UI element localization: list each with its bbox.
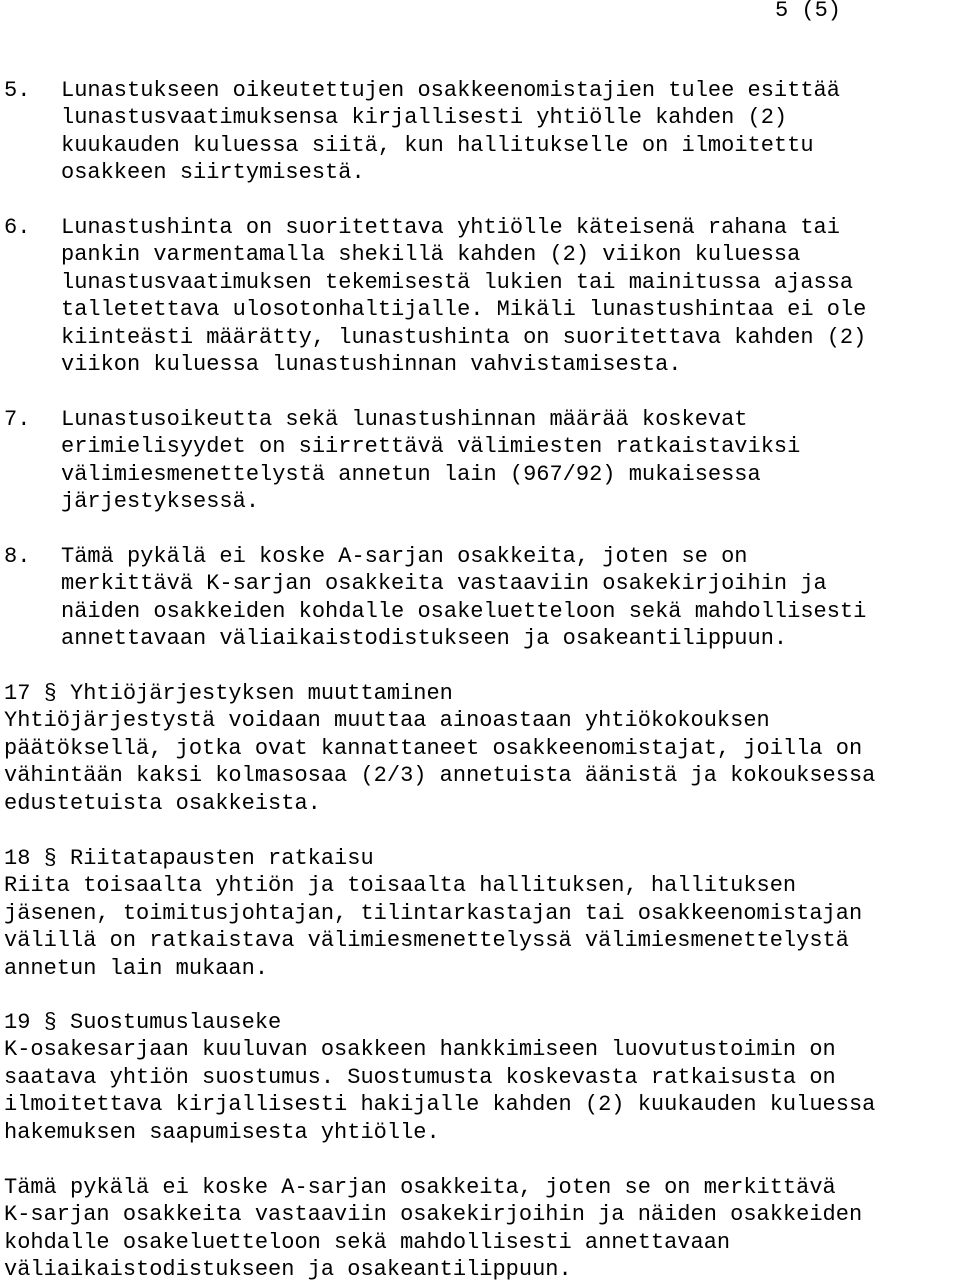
item-line: lunastusvaatimuksensa kirjallisesti yhtiölle kahden (2) (61, 105, 788, 131)
item-line: Lunastushinta on suoritettava yhtiölle käteisenä rahana tai (61, 215, 840, 240)
item-line: annettavaan väliaikaistodistukseen ja osakeantilippuun. (61, 626, 788, 652)
section-line: annetun lain mukaan. (4, 955, 269, 981)
item-line: kiinteästi määrätty, lunastushinta on suoritettava kahden (2) (61, 324, 867, 350)
section-line: vähintään kaksi kolmasosaa (2/3) annetuista äänistä ja kokouksessa (4, 763, 876, 789)
item-number: 6. (4, 215, 31, 240)
paragraph-line: väliaikaistodistukseen ja osakeantilippuun. (4, 1257, 572, 1283)
section-line: Yhtiöjärjestystä voidaan muuttaa ainoastaan yhtiökokouksen (4, 708, 770, 734)
section-19 (4, 1009, 960, 1146)
item-number: 5. (4, 78, 31, 103)
section-18 (4, 845, 960, 982)
item-line: osakkeen siirtymisestä. (61, 160, 365, 186)
section-line: ilmoitettava kirjallisesti hakijalle kahden (2) kuukauden kuluessa (4, 1092, 876, 1118)
item-line: näiden osakkeiden kohdalle osakeluetteloon sekä mahdollisesti (61, 598, 867, 624)
item-line: kuukauden kuluessa siitä, kun hallitukselle on ilmoitettu (61, 132, 814, 158)
item-line: välimiesmenettelystä annetun lain (967/92) mukaisessa (61, 461, 761, 487)
list-item-5 (4, 77, 960, 187)
section-line: välillä on ratkaistava välimiesmenettelyssä välimiesmenettelystä (4, 928, 849, 954)
item-number: 7. (4, 407, 31, 432)
paragraph-line: kohdalle osakeluetteloon sekä mahdollisesti annettavaan (4, 1229, 731, 1255)
item-line: merkittävä K-sarjan osakkeita vastaaviin osakekirjoihin ja (61, 571, 827, 597)
item-line: pankin varmentamalla shekillä kahden (2) viikon kuluessa (61, 242, 801, 268)
list-item-6 (4, 214, 960, 378)
list-item-8 (4, 543, 960, 653)
section-line: Riita toisaalta yhtiön ja toisaalta hallituksen, hallituksen (4, 873, 797, 899)
section-heading: 18 § Riitatapausten ratkaisu (4, 846, 374, 871)
item-line: järjestyksessä. (61, 489, 260, 515)
section-line: edustetuista osakkeista. (4, 790, 321, 816)
section-heading: 19 § Suostumuslauseke (4, 1010, 282, 1035)
page-number: 5 (5) (775, 0, 842, 23)
item-line: erimielisyydet on siirrettävä välimiesten ratkaistaviksi (61, 434, 801, 460)
paragraph-line: K-sarjan osakkeita vastaaviin osakekirjoihin ja näiden osakkeiden (4, 1202, 863, 1228)
section-17 (4, 680, 960, 817)
item-line: viikon kuluessa lunastushinnan vahvistamisesta. (61, 351, 682, 377)
section-line: saatava yhtiön suostumus. Suostumusta koskevasta ratkaisusta on (4, 1064, 836, 1090)
paragraph-line: Tämä pykälä ei koske A-sarjan osakkeita, joten se on merkittävä (4, 1175, 836, 1200)
section-line: hakemuksen saapumisesta yhtiölle. (4, 1119, 440, 1145)
final-paragraph (4, 1174, 960, 1284)
item-line: Lunastukseen oikeutettujen osakkeenomistajien tulee esittää (61, 78, 840, 103)
item-number: 8. (4, 544, 31, 569)
section-line: K-osakesarjaan kuuluvan osakkeen hankkimiseen luovutustoimin on (4, 1037, 836, 1063)
section-heading: 17 § Yhtiöjärjestyksen muuttaminen (4, 681, 453, 706)
list-item-7 (4, 406, 960, 516)
section-line: päätöksellä, jotka ovat kannattaneet osakkeenomistajat, joilla on (4, 735, 863, 761)
item-line: Tämä pykälä ei koske A-sarjan osakkeita, joten se on (61, 544, 748, 569)
section-line: jäsenen, toimitusjohtajan, tilintarkastajan tai osakkeenomistajan (4, 900, 863, 926)
item-line: Lunastusoikeutta sekä lunastushinnan määrää koskevat (61, 407, 748, 432)
item-line: talletettava ulosotonhaltijalle. Mikäli lunastushintaa ei ole (61, 297, 867, 323)
item-line: lunastusvaatimuksen tekemisestä lukien tai mainitussa ajassa (61, 269, 854, 295)
